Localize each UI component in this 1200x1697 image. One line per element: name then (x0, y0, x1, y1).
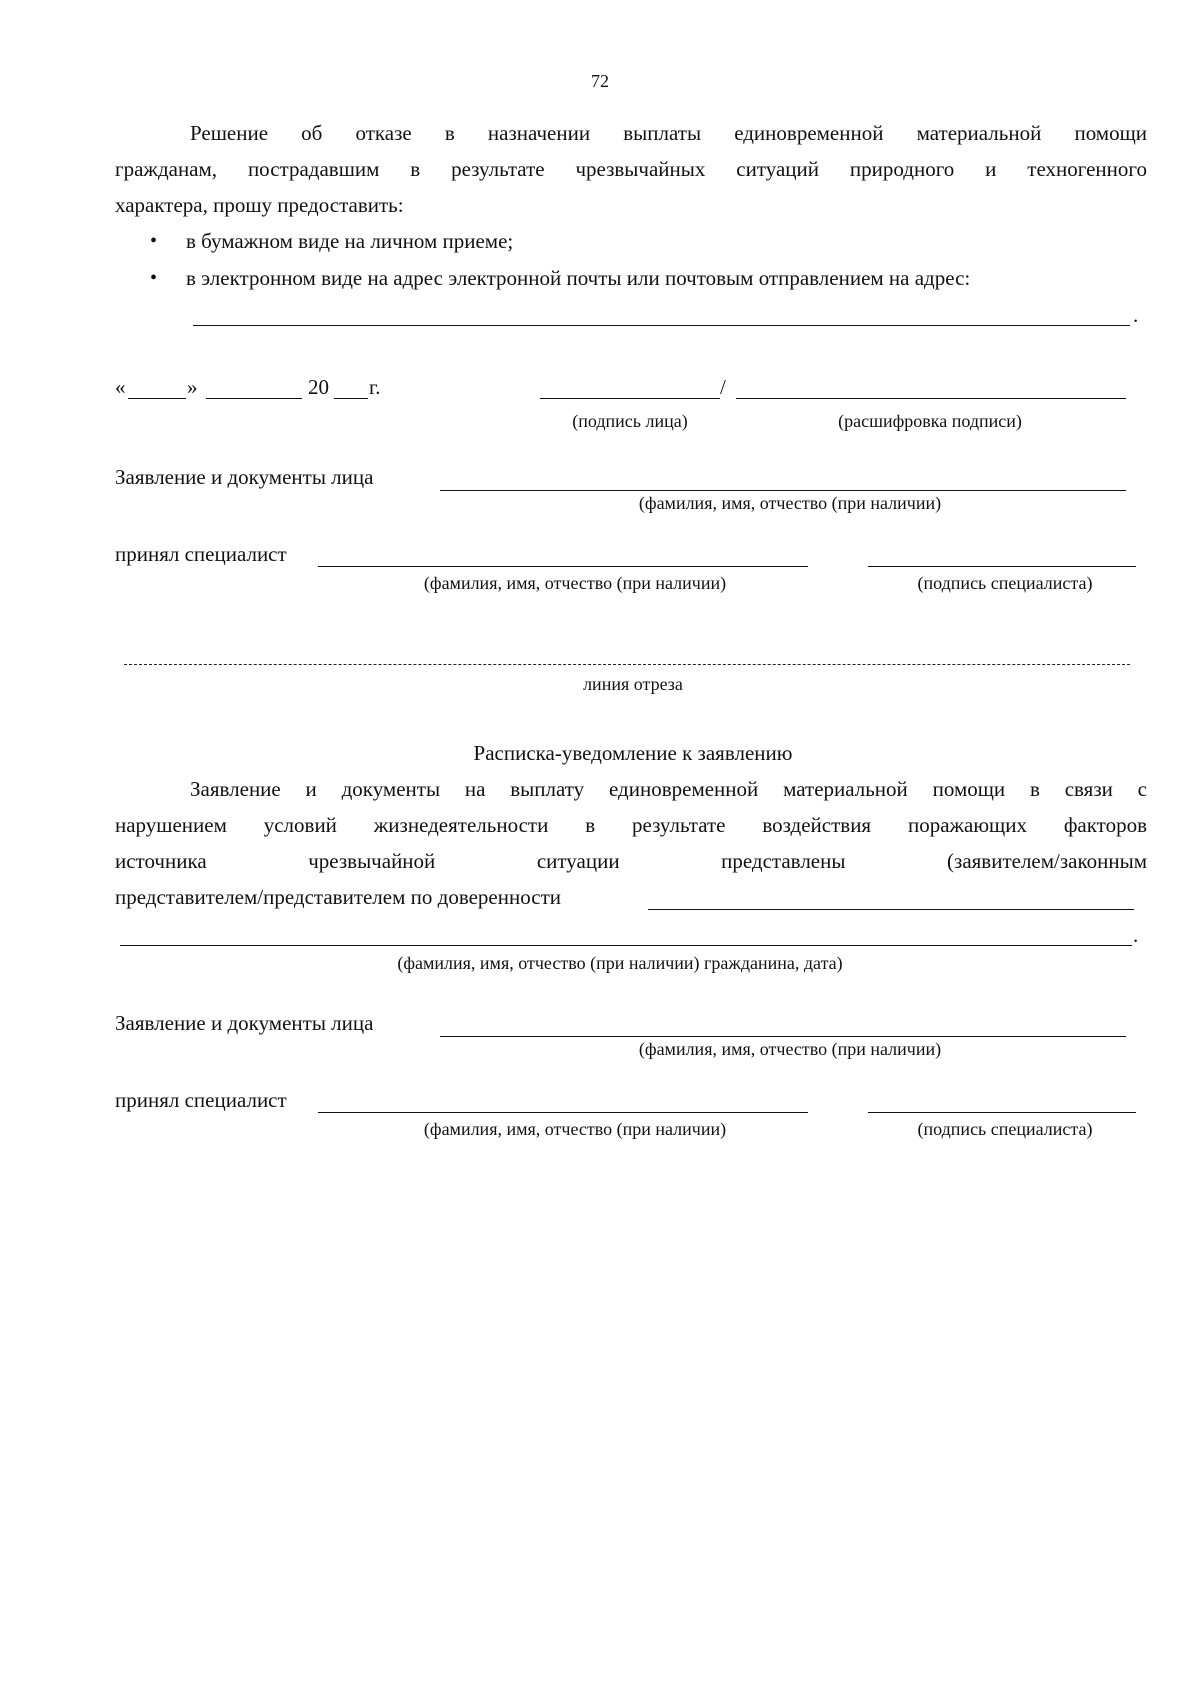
date-year-field[interactable] (334, 398, 368, 399)
receipt-paragraph-line-1: Заявление и документы на выплату единовременной материальной помощи в связи с (190, 777, 1147, 801)
option-electronic[interactable]: в электронном виде на адрес электронной почты или почтовым отправлением на адрес: (186, 266, 971, 290)
signature-decode-field[interactable] (736, 398, 1126, 399)
receipt-docs-caption: (фамилия, имя, отчество (при наличии) (638, 1039, 942, 1059)
date-year-suffix: г. (369, 375, 381, 399)
address-end-dot: . (1133, 303, 1139, 327)
signature-caption: (подпись лица) (572, 411, 688, 431)
receipt-specialist-name-field[interactable] (318, 1112, 808, 1113)
receipt-docs-label: Заявление и документы лица (115, 1011, 374, 1035)
docs-caption: (фамилия, имя, отчество (при наличии) (638, 493, 942, 513)
decision-paragraph-line-1: Решение об отказе в назначении выплаты единовременной материальной помощи (190, 121, 1147, 145)
receipt-title: Расписка-уведомление к заявлению (473, 741, 793, 765)
receipt-specialist-signature-field[interactable] (868, 1112, 1136, 1113)
docs-person-field[interactable] (440, 490, 1126, 491)
date-year-prefix: 20 (308, 375, 329, 399)
date-day-field[interactable] (128, 398, 186, 399)
cut-line-label: линия отреза (583, 674, 683, 694)
receipt-specialist-name-caption: (фамилия, имя, отчество (при наличии) (423, 1119, 727, 1139)
bullet-icon: • (150, 267, 158, 289)
signature-decode-caption: (расшифровка подписи) (838, 411, 1022, 431)
option-paper[interactable]: в бумажном виде на личном приеме; (186, 229, 514, 253)
receipt-paragraph-line-2: нарушением условий жизнедеятельности в результате воздействия поражающих факторов (115, 813, 1147, 837)
citizen-line-end-dot: . (1133, 923, 1139, 947)
decision-paragraph-line-3: характера, прошу предоставить: (115, 193, 404, 217)
cut-line (124, 664, 1130, 665)
date-open-quote: « (115, 375, 126, 399)
bullet-icon: • (150, 230, 158, 252)
address-field[interactable] (193, 325, 1130, 326)
specialist-name-field[interactable] (318, 566, 808, 567)
decision-paragraph-line-2: гражданам, пострадавшим в результате чрезвычайных ситуаций природного и техногенного (115, 157, 1147, 181)
receipt-accepted-label: принял специалист (115, 1088, 287, 1112)
specialist-signature-field[interactable] (868, 566, 1136, 567)
signature-field[interactable] (540, 398, 720, 399)
receipt-specialist-signature-caption: (подпись специалиста) (917, 1119, 1093, 1139)
specialist-name-caption: (фамилия, имя, отчество (при наличии) (423, 573, 727, 593)
signature-slash: / (720, 375, 726, 399)
receipt-docs-person-field[interactable] (440, 1036, 1126, 1037)
date-close-quote: » (187, 375, 198, 399)
citizen-field[interactable] (120, 945, 1132, 946)
representative-field[interactable] (648, 909, 1134, 910)
specialist-signature-caption: (подпись специалиста) (917, 573, 1093, 593)
citizen-caption: (фамилия, имя, отчество (при наличии) гражданина, дата) (397, 953, 843, 973)
page-number: 72 (591, 71, 609, 91)
receipt-paragraph-line-3: источника чрезвычайной ситуации представлены (заявителем/законным (115, 849, 1147, 873)
date-month-field[interactable] (206, 398, 302, 399)
accepted-label: принял специалист (115, 542, 287, 566)
receipt-paragraph-line-4: представителем/представителем по доверенности (115, 885, 561, 909)
docs-label: Заявление и документы лица (115, 465, 374, 489)
